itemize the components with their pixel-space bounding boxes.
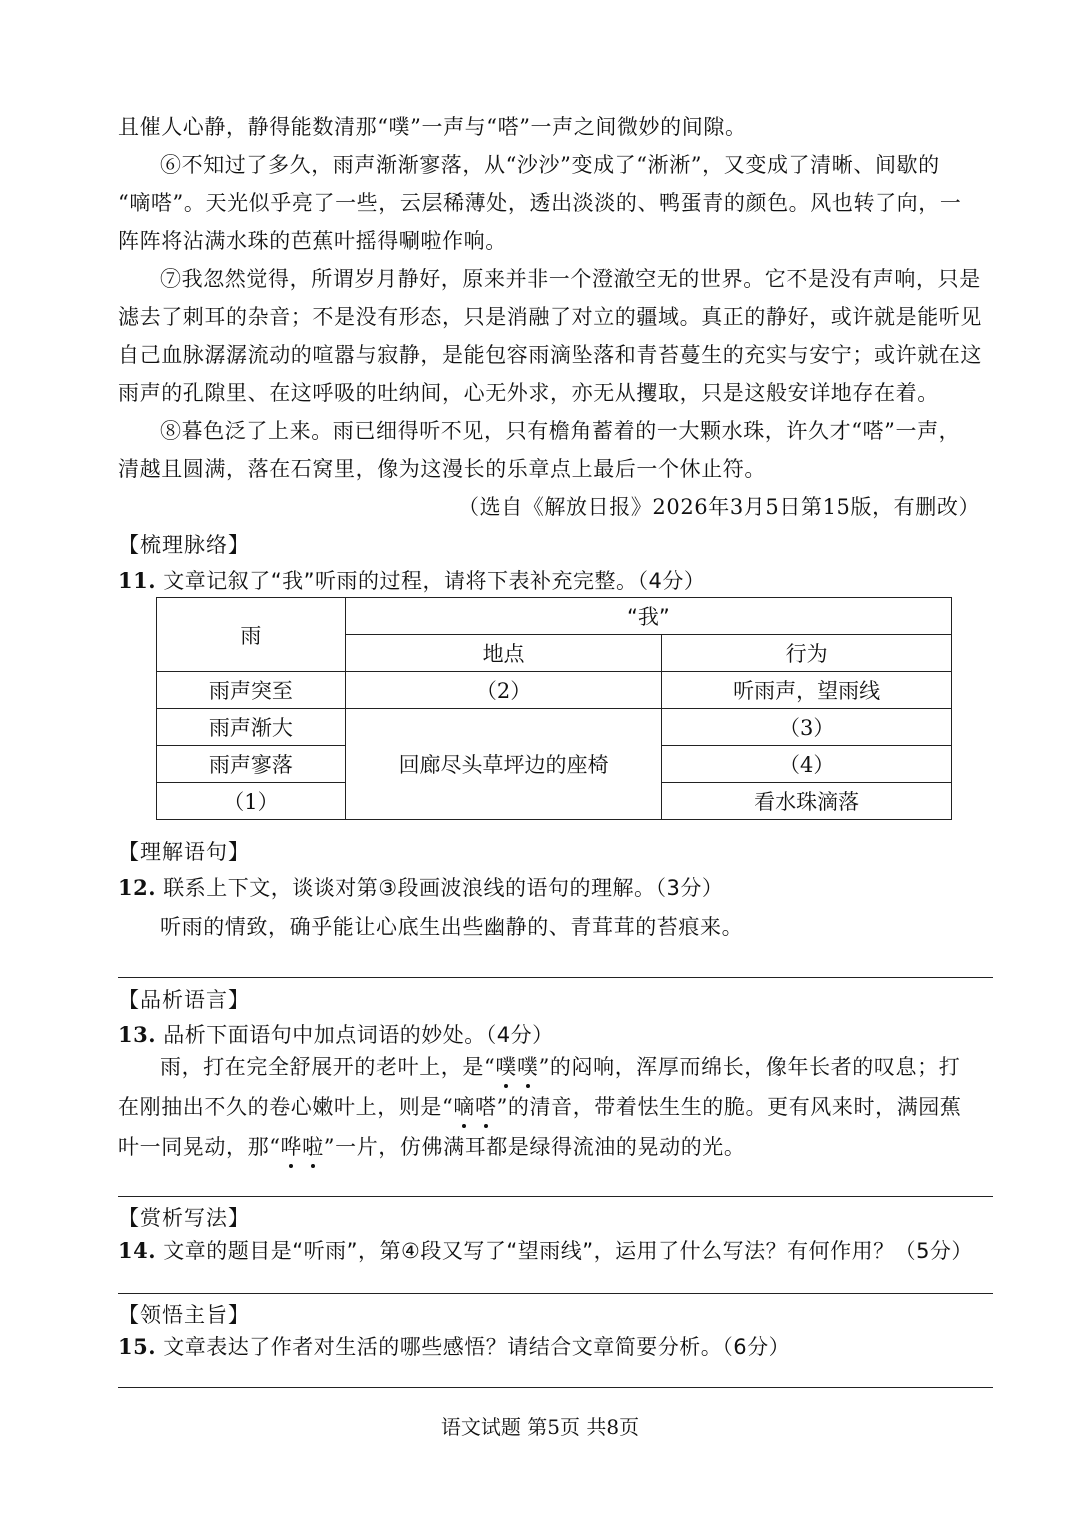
text-segment: 叶一同晃动，那“ — [118, 1135, 281, 1159]
section-heading: 【梳理脉络】 — [118, 533, 250, 557]
question-text: 联系上下文，谈谈对第③段画波浪线的语句的理解。（3分） — [163, 876, 724, 900]
text-segment: 雨，打在完全舒展开的老叶上，是“ — [160, 1055, 496, 1079]
analysis-passage-line — [118, 1092, 993, 1122]
question-number: 14. — [118, 1238, 157, 1263]
passage-paragraph-7-line: ⑦我忽然觉得，所谓岁月静好，原来并非一个澄澈空无的世界。它不是没有声响，只是 — [160, 267, 981, 291]
table-cell-rain: 雨声寥落 — [157, 746, 346, 783]
table-row — [157, 672, 952, 709]
section-heading: 【领悟主旨】 — [118, 1303, 250, 1327]
analysis-passage-line — [118, 1132, 993, 1162]
passage-paragraph-6-line: 阵阵将沾满水珠的芭蕉叶摇得唰啦作响。 — [118, 229, 507, 253]
answer-line — [118, 1196, 993, 1197]
text-segment: ”一片，仿佛满耳都是绿得流油的晃动的光。 — [323, 1135, 746, 1159]
table-cell-rain: 雨声突至 — [157, 672, 346, 709]
passage-paragraph-6-line: ⑥不知过了多久，雨声渐渐寥落，从“沙沙”变成了“淅淅”，又变成了清晰、间歇的 — [160, 153, 940, 177]
table-header-action: 行为 — [662, 635, 952, 672]
table-cell-action: （3） — [662, 709, 952, 746]
dotted-word-char: 噗 — [517, 1052, 539, 1082]
dotted-word-char: 嘀 — [453, 1092, 475, 1122]
dotted-word-char: 哗 — [281, 1132, 303, 1162]
section-heading: 【理解语句】 — [118, 840, 250, 864]
table-header-rain: 雨 — [157, 598, 346, 672]
question-14 — [118, 1236, 973, 1266]
question-text: 文章表达了作者对生活的哪些感悟？请结合文章简要分析。（6分） — [163, 1335, 791, 1359]
question-number: 15. — [118, 1334, 157, 1359]
question-11 — [118, 566, 705, 596]
question-text: 文章记叙了“我”听雨的过程，请将下表补充完整。（4分） — [163, 569, 706, 593]
question-text: 品析下面语句中加点词语的妙处。（4分） — [163, 1023, 554, 1047]
passage-paragraph-7-line: 自己血脉潺潺流动的喧嚣与寂静，是能包容雨滴坠落和青苔蔓生的充实与安宁；或许就在这 — [118, 343, 982, 367]
text-segment: ”的闷响，浑厚而绵长，像年长者的叹息；打 — [538, 1055, 961, 1079]
section-heading: 【赏析写法】 — [118, 1206, 250, 1230]
table-row — [157, 709, 952, 746]
question-13 — [118, 1020, 554, 1050]
section-heading: 【品析语言】 — [118, 988, 250, 1012]
analysis-passage-line — [160, 1052, 993, 1082]
table-cell-place: （2） — [345, 672, 662, 709]
dotted-word-char: 噗 — [495, 1052, 517, 1082]
question-number: 13. — [118, 1022, 157, 1047]
question-number: 12. — [118, 875, 157, 900]
text-segment: 在刚抽出不久的卷心嫩叶上，则是“ — [118, 1095, 454, 1119]
table-cell-rain: （1） — [157, 783, 346, 820]
table-cell-action: 看水珠滴落 — [662, 783, 952, 820]
passage-line: 且催人心静，静得能数清那“噗”一声与“嗒”一声之间微妙的间隙。 — [118, 115, 747, 139]
question-text: 文章的题目是“听雨”，第④段又写了“望雨线”，运用了什么写法？有何作用？（5分） — [163, 1239, 973, 1263]
passage-paragraph-6-line: “嘀嗒”。天光似乎亮了一些，云层稀薄处，透出淡淡的、鸭蛋青的颜色。风也转了向，一 — [118, 191, 962, 215]
quoted-sentence: 听雨的情致，确乎能让心底生出些幽静的、青茸茸的苔痕来。 — [160, 915, 744, 939]
answer-line — [118, 1293, 993, 1294]
passage-paragraph-7-line: 雨声的孔隙里、在这呼吸的吐纳间，心无外求，亦无从攫取，只是这般安详地存在着。 — [118, 381, 939, 405]
table-cell-action: （4） — [662, 746, 952, 783]
passage-source: （选自《解放日报》2026年3月5日第15版，有删改） — [458, 495, 981, 519]
table-header-place: 地点 — [345, 635, 662, 672]
dotted-word-char: 嗒 — [475, 1092, 497, 1122]
table-cell-action: 听雨声，望雨线 — [662, 672, 952, 709]
table-cell-place-merged: 回廊尽头草坪边的座椅 — [345, 709, 662, 820]
dotted-word-char: 啦 — [302, 1132, 324, 1162]
text-segment: ”的清音，带着怯生生的脆。更有风来时，满园蕉 — [496, 1095, 962, 1119]
answer-line — [118, 977, 993, 978]
passage-paragraph-7-line: 滤去了刺耳的杂音；不是没有形态，只是消融了对立的疆域。真正的静好，或许就是能听见 — [118, 305, 982, 329]
passage-paragraph-8-line: 清越且圆满，落在石窝里，像为这漫长的乐章点上最后一个休止符。 — [118, 457, 766, 481]
page-footer: 语文试题 第5页 共8页 — [440, 1415, 640, 1439]
process-table — [156, 597, 952, 820]
question-number: 11. — [118, 568, 157, 593]
answer-line — [118, 1387, 993, 1388]
passage-paragraph-8-line: ⑧暮色泛了上来。雨已细得听不见，只有檐角蓄着的一大颗水珠，许久才“嗒”一声， — [160, 419, 961, 443]
question-12 — [118, 873, 723, 903]
table-cell-rain: 雨声渐大 — [157, 709, 346, 746]
question-15 — [118, 1332, 790, 1362]
table-header-me: “我” — [345, 598, 951, 635]
